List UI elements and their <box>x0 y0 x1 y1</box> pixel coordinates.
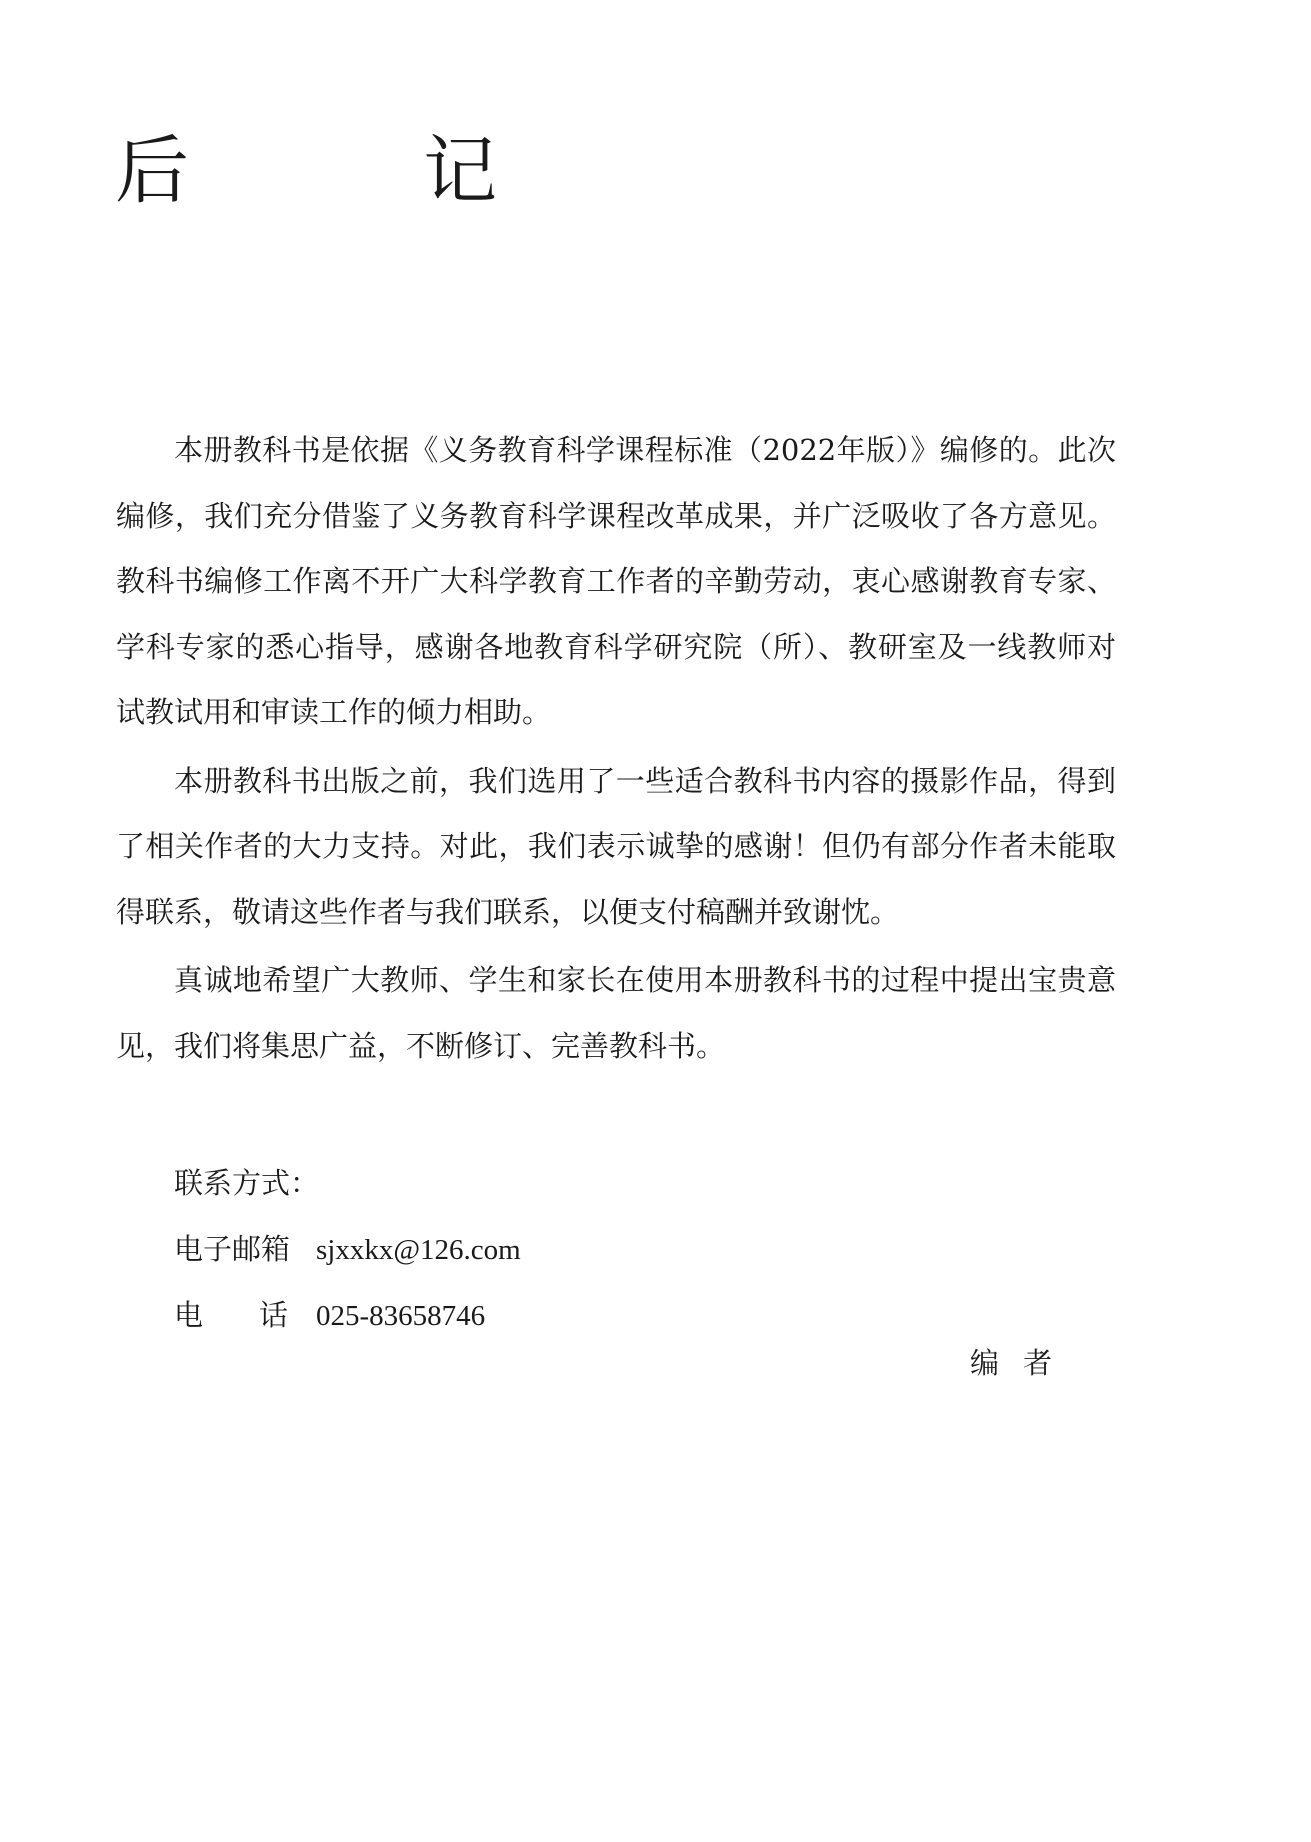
paragraph-3: 真诚地希望广大教师、学生和家长在使用本册教科书的过程中提出宝贵意见，我们将集思广益，不断修订、完善教科书。 <box>116 963 1116 1063</box>
page-title: 后 记 <box>115 128 577 214</box>
paragraph-1: 本册教科书是依据《义务教育科学课程标准（2022年版）》编修的。此次编修，我们充分借鉴了义务教育科学课程改革成果，并广泛吸收了各方意见。教科书编修工作离不开广大科学教育工作者的辛勤劳动，衷心感谢教育专家、学科专家的悉心指导，感谢各地教育科学研究院（所）、教研室及一线教师对试教试用和审读工作的倾力相助。 <box>116 433 1116 729</box>
body-text <box>116 418 1116 1082</box>
editor-signature <box>970 1343 1052 1383</box>
contact-info <box>174 1150 521 1348</box>
paragraph-2: 本册教科书出版之前，我们选用了一些适合教科书内容的摄影作品，得到了相关作者的大力支持。对此，我们表示诚挚的感谢！但仍有部分作者未能取得联系，敬请这些作者与我们联系，以便支付稿酬并致谢忱。 <box>116 763 1116 929</box>
phone-label-char-1: 电 <box>174 1298 204 1332</box>
contact-phone-row <box>174 1282 521 1348</box>
signature-char-1: 编 <box>970 1346 1000 1380</box>
signature-char-2: 者 <box>1023 1346 1053 1380</box>
contact-email-row <box>174 1216 521 1282</box>
email-label: 电子邮箱 <box>174 1232 291 1266</box>
contact-heading: 联系方式： <box>174 1166 320 1200</box>
phone-label-char-2: 话 <box>259 1298 289 1332</box>
phone-value: 025-83658746 <box>316 1300 486 1332</box>
email-value: sjxxkx@126.com <box>316 1234 521 1266</box>
phone-label <box>174 1282 316 1348</box>
